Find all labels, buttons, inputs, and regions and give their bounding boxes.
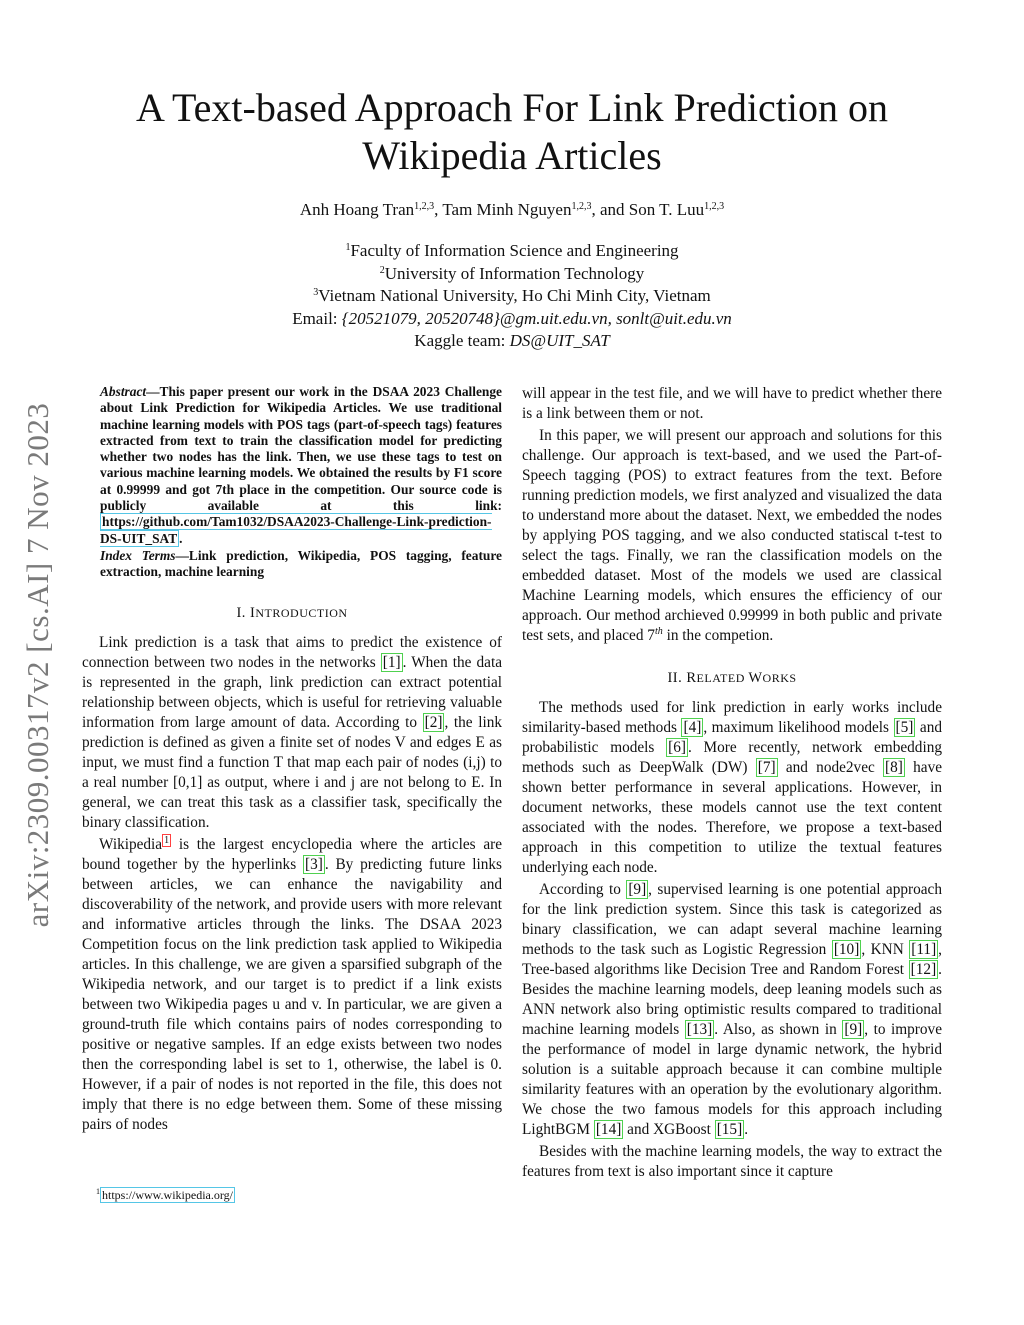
- abstract: Abstract—This paper present our work in the DSAA 2023 Challenge about Link Prediction for Wikipedia Articles. We use traditional machine learning models with POS tags (part-of-speech tags) features extracted from text to train the classification model for predicting whether two nodes has the link. Then, we use these tags to test on various machine learning models. We obtained the results by F1 score at 0.99999 and got 7th place in the competition. Our source code is publicly available at this link: https://github.com/Tam1032/DSAA2023-Challenge-Link-prediction-DS-UIT_SAT .: [100, 384, 502, 546]
- author-sep: , and: [591, 200, 629, 219]
- index-terms-label: Index Terms: [100, 547, 176, 563]
- citation-link[interactable]: [8]: [885, 759, 903, 776]
- intro-paragraph: Wikipedia $^1$ is the largest encyclopedia where the articles are bound together by the hyperlinks [3] . By predicting future links between articles, we can enhance the navigability and discoverability of the network, and provide users with more relevant and informative articles through the links. The DSAA 2023 Competition focus on the link prediction task applied to Wikipedia articles. In this challenge, we are given a sparsified subgraph of the Wikipedia network, and our target is to predict if a link exists between two Wikipedia pages u and v. In particular, we are given a ground-truth file which contains pairs of nodes corresponding to positive or negative samples. If an edge exists between two nodes then the corresponding label is set to 1, otherwise, the label is 0. However, if a pair of nodes is not reported in the file, this does not imply that there is no edge between them. Some of these missing pairs of nodes: [82, 834, 503, 1133]
- author-affil-sup: 1,2,3: [704, 201, 725, 212]
- citation-link[interactable]: [6]: [668, 739, 686, 756]
- author-affil-sup: 1,2,3: [571, 201, 592, 212]
- arxiv-watermark: [20, 370, 55, 960]
- citation-link[interactable]: [9]: [844, 1021, 863, 1038]
- abstract-label: Abstract: [100, 384, 147, 399]
- intro-paragraph-continued: will appear in the test file, and we will have to predict whether there is a link between them or not.: [522, 385, 942, 422]
- index-terms: [82, 548, 502, 581]
- affiliation-line: $^2$University of Information Technology: [379, 263, 645, 283]
- citation-link[interactable]: [12]: [910, 961, 937, 978]
- footnote-link[interactable]: 1: [164, 834, 170, 846]
- citation-link[interactable]: [4]: [683, 719, 702, 736]
- citation-link[interactable]: [5]: [895, 719, 914, 736]
- citation-link[interactable]: [11]: [911, 941, 937, 958]
- author-name: Son T. Luu: [628, 200, 705, 219]
- section-heading-introduction: I. INTRODUCTION: [236, 604, 348, 621]
- paper-title: A Text-based Approach For Link Prediction on Wikipedia Articles: [136, 85, 888, 178]
- citation-link[interactable]: [7]: [757, 759, 776, 776]
- section-heading-related-works: II. RELATED WORKS: [667, 670, 797, 686]
- kaggle-team-name: DS@UIT_SAT: [509, 331, 610, 350]
- intro-paragraph: Link prediction is a task that aims to predict the existence of connection between two nodes in the networks [1] . When the data is represented in the graph, link prediction can extract potential relationship between objects, which is useful for retrieving valuable information from large amount of data. According to [2] , the link prediction is defined as given a finite set of nodes V and edges E as input, we must find a function T that map each pair of nodes (i,j) to a real number [0,1] as output, where i and j are not belong to E. In general, we can treat this task as a classifier task, specifically the binary classification.: [82, 633, 503, 831]
- email-line: Email: {20521079, 20520748}@gm.uit.edu.vn, sonlt@uit.edu.vn: [292, 308, 732, 328]
- author-list: [60, 200, 964, 220]
- citation-link[interactable]: [14]: [595, 1121, 622, 1138]
- citation-link[interactable]: [10]: [833, 941, 860, 958]
- related-paragraph: Besides with the machine learning models, the way to extract the features from text is also important since it capture: [522, 1143, 942, 1180]
- footnote: [96, 1187, 235, 1203]
- citation-link[interactable]: [15]: [716, 1121, 743, 1138]
- left-column: [82, 384, 502, 1135]
- affiliation-line: $^1$Faculty of Information Science and Engineering: [345, 241, 679, 260]
- footnote-url[interactable]: https://www.wikipedia.org/: [102, 1188, 233, 1202]
- footnote-number: 1: [96, 1187, 100, 1196]
- citation-link[interactable]: [3]: [304, 855, 323, 873]
- intro-paragraph: In this paper, we will present our approach and solutions for this challenge. Our approach is text-based, and we used the Part-of-Speech tagging (POS) to extract features from the text. Before running prediction models, we first analyzed and visualized the data to understand more about the dataset. Next, we embedded the nodes by applying POS tagging, and we also conducted statiscal t-test to select the tags. Finally, we ran the classification models on the embedded dataset. Most of the models we used are classical Machine Learning models, which ensures the efficiency of our approach. Our method archieved 0.99999 in both public and private test sets, and placed 7th in the competion.: [522, 427, 942, 644]
- citation-link[interactable]: [9]: [628, 881, 647, 898]
- arxiv-id[interactable]: arXiv:2309.00317v2 [cs.AI] 7 Nov 2023: [19, 402, 55, 928]
- citation-link[interactable]: [13]: [686, 1021, 713, 1038]
- author-name: Tam Minh Nguyen: [442, 200, 572, 219]
- author-sep: ,: [434, 200, 443, 219]
- affiliations: [60, 240, 964, 353]
- citation-link[interactable]: [2]: [424, 713, 443, 731]
- source-code-link[interactable]: https://github.com/Tam1032/DSAA2023-Challenge-Link-prediction-DS-UIT_SAT: [100, 514, 492, 546]
- citation-link[interactable]: [1]: [382, 653, 401, 671]
- right-column: [522, 384, 942, 1182]
- affiliation-line: $^3$Vietnam National University, Ho Chi Minh City, Vietnam: [313, 286, 711, 305]
- index-terms-text: —Link prediction, Wikipedia, POS tagging, feature extraction, machine learning: [100, 547, 502, 580]
- email-addresses[interactable]: {20521079, 20520748}@gm.uit.edu.vn, sonlt@uit.edu.vn: [341, 308, 732, 328]
- author-name: Anh Hoang Tran: [299, 200, 415, 219]
- abstract-text: —This paper present our work in the DSAA 2023 Challenge about Link Prediction for Wikipedia Articles. We use traditional machine learning models with POS tags (part-of-speech tags) features extracted from text to train the classification model for predicting whether two nodes has the link. Then, we use these tags to test on various machine learning models. We obtained the results by F1 score at 0.99999 and got 7th place in the competition. Our source code is publicly available at this link:: [100, 384, 502, 514]
- related-paragraph: The methods used for link prediction in early works include similarity-based methods [4] , maximum likelihood models [5] and probabilistic models [6] . More recently, network embedding methods such as DeepWalk (DW) [7] and node2vec [8] have shown better performance in several applications. However, in document networks, these models cannot use the text content associated with the nodes. Therefore, we propose a text-based approach in this competition to utilize the textual features underlying each node.: [522, 699, 943, 876]
- kaggle-line: Kaggle team: DS@UIT_SAT: [414, 331, 610, 350]
- related-paragraph: According to [9] , supervised learning is one potential approach for the link prediction system. Since this task is categorized as binary classification, we can adapt several machine learning methods to the task such as Logistic Regression [10] , KNN [11] , Tree-based algorithms like Decision Tree and Random Forest [12] . Besides the machine learning models, deep leaning models such as ANN network also bring optimistic results compared to traditional machine learning models [13] . Also, as shown in [9] , to improve the performance of model in large dynamic network, the hybrid solution is a suitable approach because it can combine multiple similarity features with an operation by the evolutionary algorithm. We chose the two famous models for this approach including LightBGM [14] and XGBoost [15] .: [522, 881, 942, 1138]
- author-affil-sup: 1,2,3: [414, 201, 435, 212]
